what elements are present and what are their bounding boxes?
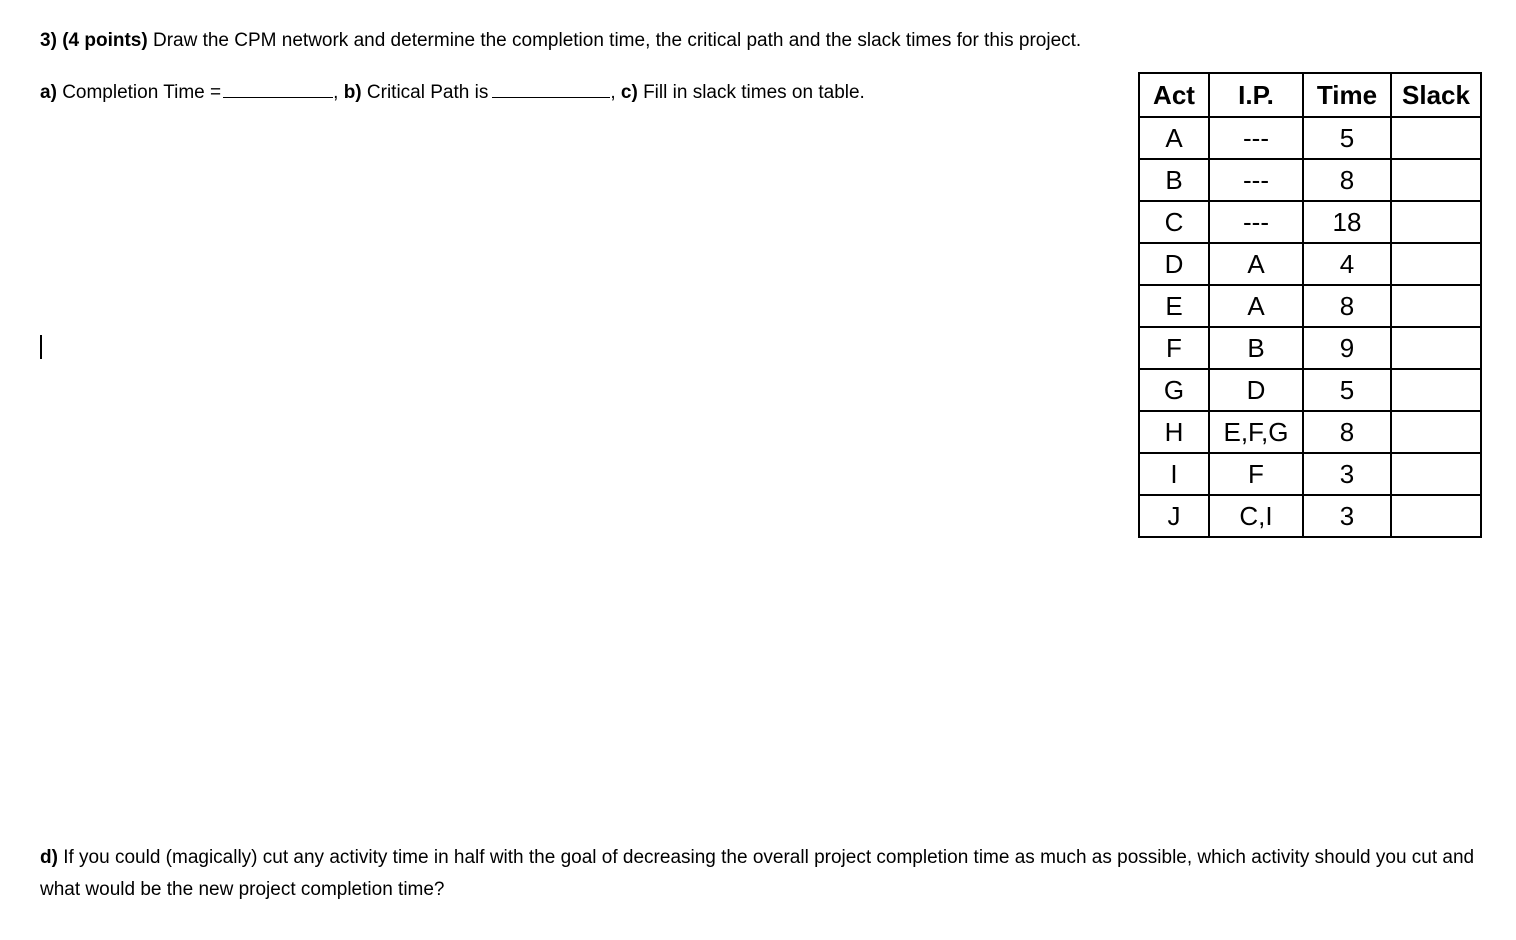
cell-slack[interactable] xyxy=(1391,411,1481,453)
part-d-text: If you could (magically) cut any activity time in half with the goal of decreasing the overall project completion time as much as possible, which activity should you cut and what would be the new project completion time? xyxy=(40,847,1475,900)
cell-slack[interactable] xyxy=(1391,201,1481,243)
part-c-label: c) xyxy=(620,82,638,103)
cell-ip: F xyxy=(1209,453,1303,495)
table-row xyxy=(1139,117,1481,159)
cell-time: 5 xyxy=(1303,369,1391,411)
cell-act: C xyxy=(1139,201,1209,243)
table-row xyxy=(1139,495,1481,537)
header-act: Act xyxy=(1139,73,1209,117)
table-row xyxy=(1139,159,1481,201)
cell-ip: --- xyxy=(1209,201,1303,243)
part-a-text: Completion Time = xyxy=(62,82,222,103)
part-b-text: Critical Path is xyxy=(366,82,489,103)
cell-slack[interactable] xyxy=(1391,495,1481,537)
cell-ip: B xyxy=(1209,327,1303,369)
cell-time: 3 xyxy=(1303,495,1391,537)
cell-time: 4 xyxy=(1303,243,1391,285)
header-slack: Slack xyxy=(1391,73,1481,117)
table-row xyxy=(1139,243,1481,285)
cell-act: E xyxy=(1139,285,1209,327)
table-row xyxy=(1139,285,1481,327)
cell-act: H xyxy=(1139,411,1209,453)
cell-time: 9 xyxy=(1303,327,1391,369)
cell-slack[interactable] xyxy=(1391,159,1481,201)
question-heading xyxy=(40,30,1081,52)
cell-act: F xyxy=(1139,327,1209,369)
table-row xyxy=(1139,327,1481,369)
cell-slack[interactable] xyxy=(1391,369,1481,411)
cell-time: 8 xyxy=(1303,411,1391,453)
activity-table xyxy=(1138,72,1482,538)
cell-time: 3 xyxy=(1303,453,1391,495)
cell-ip: A xyxy=(1209,285,1303,327)
cell-ip: E,F,G xyxy=(1209,411,1303,453)
cell-act: A xyxy=(1139,117,1209,159)
answer-line: a) Completion Time = , b) Critical Path is , c) Fill in slack times on table. xyxy=(40,82,865,103)
cell-slack[interactable] xyxy=(1391,243,1481,285)
cell-act: B xyxy=(1139,159,1209,201)
cell-slack[interactable] xyxy=(1391,285,1481,327)
cell-ip: A xyxy=(1209,243,1303,285)
text-cursor xyxy=(40,335,42,359)
cell-time: 5 xyxy=(1303,117,1391,159)
table-row xyxy=(1139,453,1481,495)
question-number: 3) xyxy=(40,30,57,51)
completion-time-blank[interactable] xyxy=(223,83,333,98)
part-d-question xyxy=(40,842,1480,906)
cell-time: 8 xyxy=(1303,159,1391,201)
cell-ip: --- xyxy=(1209,117,1303,159)
header-ip: I.P. xyxy=(1209,73,1303,117)
cell-slack[interactable] xyxy=(1391,453,1481,495)
cell-ip: D xyxy=(1209,369,1303,411)
cell-ip: --- xyxy=(1209,159,1303,201)
cell-act: D xyxy=(1139,243,1209,285)
cell-time: 8 xyxy=(1303,285,1391,327)
cell-slack[interactable] xyxy=(1391,117,1481,159)
table-row xyxy=(1139,411,1481,453)
table-header-row xyxy=(1139,73,1481,117)
part-a-label: a) xyxy=(40,82,57,103)
question-points: (4 points) xyxy=(62,30,148,51)
cell-act: I xyxy=(1139,453,1209,495)
part-c-text: Fill in slack times on table. xyxy=(643,82,865,103)
part-d-label: d) xyxy=(40,847,58,868)
cell-time: 18 xyxy=(1303,201,1391,243)
header-time: Time xyxy=(1303,73,1391,117)
table-row xyxy=(1139,369,1481,411)
cell-ip: C,I xyxy=(1209,495,1303,537)
cell-slack[interactable] xyxy=(1391,327,1481,369)
part-b-label: b) xyxy=(343,82,362,103)
critical-path-blank[interactable] xyxy=(492,83,610,98)
cell-act: J xyxy=(1139,495,1209,537)
table-row xyxy=(1139,201,1481,243)
cell-act: G xyxy=(1139,369,1209,411)
question-prompt: Draw the CPM network and determine the completion time, the critical path and the slack times for this project. xyxy=(152,30,1082,51)
